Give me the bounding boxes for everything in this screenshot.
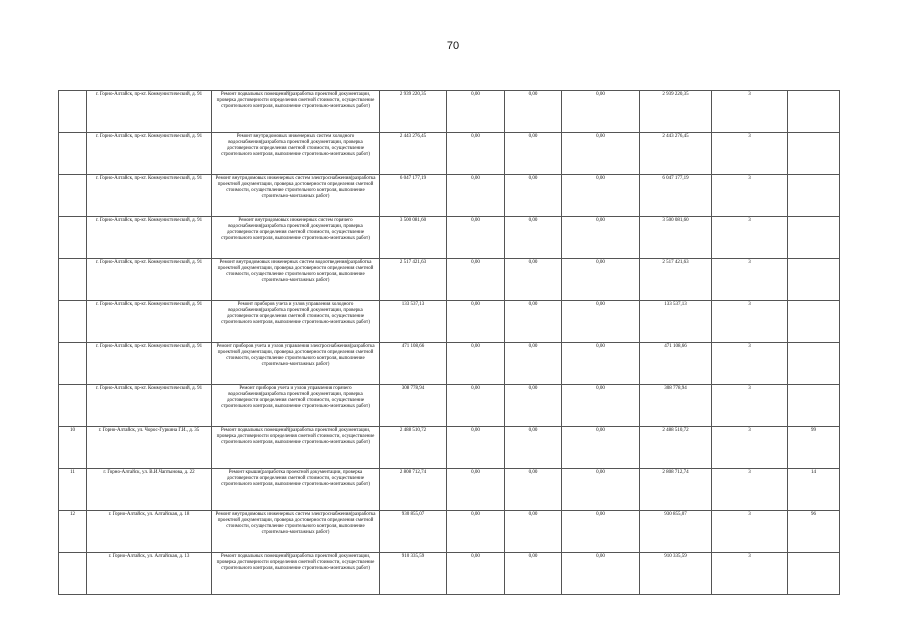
cell-year: 3 — [712, 133, 788, 175]
cell-work: Ремонт подвальных помещений(разработка проектной документации, проверка достоверности определения сметной стоимости, осуществление строительного контроля, выполнение строительно-монтажных работ) — [212, 91, 380, 133]
cell-total: 2 808 712,74 — [380, 469, 447, 511]
cell-c3: 0,00 — [562, 343, 640, 385]
cell-total: 3 500 081,60 — [380, 217, 447, 259]
cell-year: 3 — [712, 427, 788, 469]
cell-c2: 0,00 — [505, 133, 562, 175]
cell-c1: 0,00 — [447, 133, 505, 175]
cell-work: Ремонт подвальных помещений(разработка проектной документации, проверка достоверности определения сметной стоимости, осуществление строительного контроля, выполнение строительно-монтажных работ) — [212, 427, 380, 469]
cell-work: Ремонт крыши(разработка проектной документации, проверка достоверности определения сметной стоимости, осуществление строительного контроля, выполнение строительно-монтажных работ) — [212, 469, 380, 511]
cell-address: г. Горно-Алтайск, ул. Алтайская, д. 18 — [87, 511, 212, 553]
cell-total: 6 047 177,19 — [380, 175, 447, 217]
cell-c1: 0,00 — [447, 175, 505, 217]
cell-c2: 0,00 — [505, 217, 562, 259]
cell-total: 2 517 421,63 — [380, 259, 447, 301]
cell-address: г. Горно-Алтайск, ул. В.И.Чаптынова, д. 22 — [87, 469, 212, 511]
cell-work: Ремонт подвальных помещений(разработка проектной документации, проверка достоверности определения сметной стоимости, осуществление строительного контроля, выполнение строительно-монтажных работ) — [212, 553, 380, 595]
cell-work: Ремонт внутридомовых инженерных систем горячего водоснабжения(разработка проектной документации, проверка достоверности определения сметной стоимости, осуществление строительного контроля, выполнение строительно-монтажных работ) — [212, 217, 380, 259]
cell-work: Ремонт приборов учета и узлов управления горячего водоснабжения(разработка проектной документации, проверка достоверности определения сметной стоимости, осуществление строительного контроля, выполнение строительно-монтажных работ) — [212, 385, 380, 427]
cell-c3: 0,00 — [562, 427, 640, 469]
cell-num: 11 — [59, 469, 87, 511]
cell-num — [59, 385, 87, 427]
cell-c2: 0,00 — [505, 553, 562, 595]
cell-work: Ремонт приборов учета и узлов управления холодного водоснабжения(разработка проектной документации, проверка достоверности определения сметной стоимости, осуществление строительного контроля, выполнение строительно-монтажных работ) — [212, 301, 380, 343]
works-table — [58, 90, 840, 595]
cell-year: 3 — [712, 469, 788, 511]
cell-address: г. Горно-Алтайск, пр-кт. Коммунистический, д. 91 — [87, 175, 212, 217]
cell-address: г. Горно-Алтайск, ул. Чорос-Гуркина Г.И., д. 35 — [87, 427, 212, 469]
cell-sum: 910 335,59 — [640, 553, 712, 595]
table-row — [59, 385, 840, 427]
table-row — [59, 343, 840, 385]
cell-address: г. Горно-Алтайск, пр-кт. Коммунистический, д. 91 — [87, 385, 212, 427]
cell-last: 14 — [788, 469, 840, 511]
table-row — [59, 91, 840, 133]
table-row — [59, 175, 840, 217]
cell-work: Ремонт внутридомовых инженерных систем водоотведения(разработка проектной документации, проверка достоверности определения сметной стоимости, осуществление строительного контроля, выполнение строительно-монтажных работ) — [212, 259, 380, 301]
cell-num — [59, 133, 87, 175]
cell-year: 3 — [712, 175, 788, 217]
cell-total: 910 335,59 — [380, 553, 447, 595]
cell-num: 12 — [59, 511, 87, 553]
cell-year: 3 — [712, 553, 788, 595]
cell-c1: 0,00 — [447, 385, 505, 427]
cell-work: Ремонт внутридомовых инженерных систем холодного водоснабжения(разработка проектной документации, проверка достоверности определения сметной стоимости, осуществление строительного контроля, выполнение строительно-монтажных работ) — [212, 133, 380, 175]
cell-sum: 133 537,13 — [640, 301, 712, 343]
cell-c1: 0,00 — [447, 511, 505, 553]
cell-total: 2 443 276,45 — [380, 133, 447, 175]
cell-total: 2 488 510,72 — [380, 427, 447, 469]
cell-num: 10 — [59, 427, 87, 469]
cell-work: Ремонт внутридомовых инженерных систем электроснабжения(разработка проектной документации, проверка достоверности определения сметной стоимости, осуществление строительного контроля, выполнение строительно-монтажных работ) — [212, 175, 380, 217]
cell-last — [788, 385, 840, 427]
cell-total: 2 939 220,35 — [380, 91, 447, 133]
cell-total: 930 855,07 — [380, 511, 447, 553]
cell-last — [788, 217, 840, 259]
cell-c1: 0,00 — [447, 259, 505, 301]
cell-year: 3 — [712, 301, 788, 343]
cell-c2: 0,00 — [505, 301, 562, 343]
cell-sum: 2 443 276,45 — [640, 133, 712, 175]
table-row — [59, 301, 840, 343]
cell-year: 3 — [712, 217, 788, 259]
cell-year: 3 — [712, 385, 788, 427]
table-row — [59, 469, 840, 511]
cell-year: 3 — [712, 91, 788, 133]
cell-address: г. Горно-Алтайск, пр-кт. Коммунистический, д. 91 — [87, 217, 212, 259]
table-row — [59, 511, 840, 553]
table-row — [59, 553, 840, 595]
cell-sum: 2 808 712,74 — [640, 469, 712, 511]
table-row — [59, 427, 840, 469]
cell-address: г. Горно-Алтайск, пр-кт. Коммунистический, д. 91 — [87, 91, 212, 133]
cell-num — [59, 343, 87, 385]
cell-c3: 0,00 — [562, 469, 640, 511]
cell-c2: 0,00 — [505, 175, 562, 217]
cell-c1: 0,00 — [447, 301, 505, 343]
cell-sum: 2 939 220,35 — [640, 91, 712, 133]
cell-num — [59, 175, 87, 217]
cell-c3: 0,00 — [562, 301, 640, 343]
cell-work: Ремонт внутридомовых инженерных систем электроснабжения(разработка проектной документации, проверка достоверности определения сметной стоимости, осуществление строительного контроля, выполнение строительно-монтажных работ) — [212, 511, 380, 553]
cell-c2: 0,00 — [505, 469, 562, 511]
cell-sum: 2 517 421,63 — [640, 259, 712, 301]
cell-num — [59, 553, 87, 595]
cell-address: г. Горно-Алтайск, пр-кт. Коммунистический, д. 91 — [87, 259, 212, 301]
cell-last — [788, 91, 840, 133]
cell-sum: 3 500 081,60 — [640, 217, 712, 259]
cell-c2: 0,00 — [505, 343, 562, 385]
cell-c2: 0,00 — [505, 385, 562, 427]
cell-num — [59, 91, 87, 133]
table-row — [59, 259, 840, 301]
cell-c3: 0,00 — [562, 175, 640, 217]
cell-year: 3 — [712, 343, 788, 385]
cell-sum: 6 047 177,19 — [640, 175, 712, 217]
cell-c3: 0,00 — [562, 133, 640, 175]
cell-num — [59, 217, 87, 259]
cell-c1: 0,00 — [447, 343, 505, 385]
cell-year: 3 — [712, 511, 788, 553]
cell-sum: 471 108,66 — [640, 343, 712, 385]
cell-last: 99 — [788, 427, 840, 469]
cell-work: Ремонт приборов учета и узлов управления электроснабжения(разработка проектной документации, проверка достоверности определения сметной стоимости, осуществление строительного контроля, выполнение строительно-монтажных работ) — [212, 343, 380, 385]
cell-last: 96 — [788, 511, 840, 553]
cell-c3: 0,00 — [562, 553, 640, 595]
cell-total: 471 108,66 — [380, 343, 447, 385]
cell-sum: 2 488 510,72 — [640, 427, 712, 469]
cell-last — [788, 343, 840, 385]
cell-address: г. Горно-Алтайск, пр-кт. Коммунистический, д. 91 — [87, 133, 212, 175]
cell-total: 308 778,94 — [380, 385, 447, 427]
cell-c2: 0,00 — [505, 511, 562, 553]
cell-last — [788, 553, 840, 595]
cell-c1: 0,00 — [447, 427, 505, 469]
cell-c3: 0,00 — [562, 511, 640, 553]
cell-last — [788, 175, 840, 217]
cell-sum: 308 778,94 — [640, 385, 712, 427]
cell-c2: 0,00 — [505, 259, 562, 301]
cell-address: г. Горно-Алтайск, пр-кт. Коммунистический, д. 91 — [87, 301, 212, 343]
table-row — [59, 133, 840, 175]
cell-c2: 0,00 — [505, 91, 562, 133]
cell-last — [788, 133, 840, 175]
cell-last — [788, 301, 840, 343]
cell-address: г. Горно-Алтайск, пр-кт. Коммунистический, д. 91 — [87, 343, 212, 385]
cell-address: г. Горно-Алтайск, ул. Алтайская, д. 13 — [87, 553, 212, 595]
cell-c1: 0,00 — [447, 91, 505, 133]
cell-num — [59, 259, 87, 301]
cell-year: 3 — [712, 259, 788, 301]
page-number: 70 — [446, 40, 460, 52]
cell-total: 133 537,13 — [380, 301, 447, 343]
cell-sum: 930 855,07 — [640, 511, 712, 553]
cell-c3: 0,00 — [562, 385, 640, 427]
cell-last — [788, 259, 840, 301]
table-row — [59, 217, 840, 259]
cell-c1: 0,00 — [447, 469, 505, 511]
cell-c2: 0,00 — [505, 427, 562, 469]
cell-c3: 0,00 — [562, 91, 640, 133]
cell-num — [59, 301, 87, 343]
cell-c1: 0,00 — [447, 217, 505, 259]
cell-c3: 0,00 — [562, 217, 640, 259]
cell-c1: 0,00 — [447, 553, 505, 595]
cell-c3: 0,00 — [562, 259, 640, 301]
